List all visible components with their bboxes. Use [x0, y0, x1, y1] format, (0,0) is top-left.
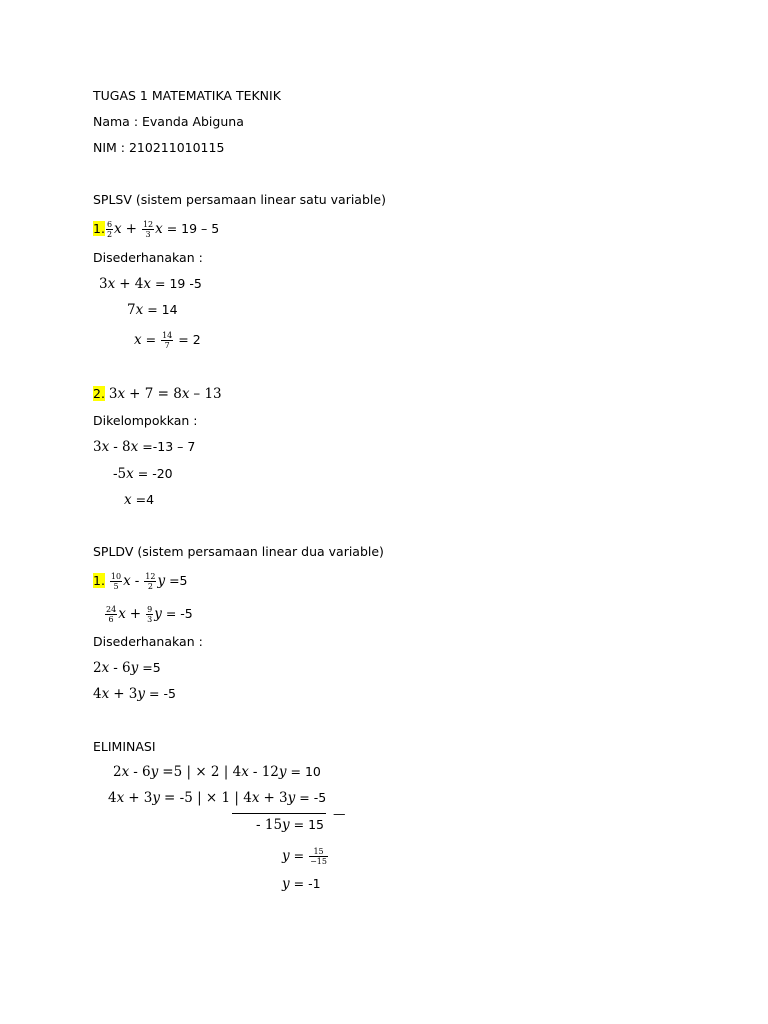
spldv-heading: SPLDV (sistem persamaan linear dua variable)	[93, 544, 384, 559]
student-nim: NIM : 210211010115	[93, 140, 225, 155]
splsv-heading: SPLSV (sistem persamaan linear satu variable)	[93, 192, 386, 207]
equation-line: 2x - 6y =5	[93, 660, 161, 676]
equation-line: $\frac{24}{6}$ x + $\frac{9}{3}$ y = -5	[106, 605, 193, 624]
eliminasi-heading: ELIMINASI	[93, 739, 156, 754]
equation-line: 2x - 6y =5 | × 2 | 4x - 12y = 10	[113, 764, 321, 780]
fraction: $\frac{12}{3}$	[142, 220, 154, 239]
equation-line: 3x - 8x =-13 – 7	[93, 439, 196, 455]
equation-line: x = $\frac{14}{7}$ = 2	[134, 331, 201, 350]
fraction: $\frac{14}{7}$	[162, 331, 173, 350]
equation-line: y = -1	[282, 876, 321, 892]
splsv-problem-2: 2. 3x + 7 = 8x – 13	[93, 386, 222, 402]
step-label: Disederhanakan :	[93, 634, 203, 649]
step-label: Disederhanakan :	[93, 250, 203, 265]
splsv-problem-1: 1. $\frac{6}{2}$ x + $\frac{12}{3}$ x = 19 – 5	[93, 220, 220, 239]
equation-line: 4x + 3y = -5	[93, 686, 176, 702]
equation-line: - 15y = 15	[256, 817, 325, 833]
equation-line: x =4	[124, 492, 155, 508]
equation-line: 3x + 4x = 19 -5	[99, 276, 202, 292]
fraction: $\frac{15}{-15}$	[310, 847, 327, 866]
problem-number: 1.	[93, 221, 105, 236]
minus-sign: —	[333, 806, 346, 821]
subtraction-line	[232, 813, 326, 814]
equation-line: 7x = 14	[127, 302, 178, 318]
fraction: $\frac{6}{2}$	[106, 220, 113, 239]
equation-line: 4x + 3y = -5 | × 1 | 4x + 3y = -5	[108, 790, 327, 806]
problem-number: 1.	[93, 573, 105, 588]
fraction: $\frac{10}{5}$	[110, 572, 122, 591]
spldv-problem-1: 1. $\frac{10}{5}$ x - $\frac{12}{2}$ y =5	[93, 572, 188, 591]
problem-number: 2.	[93, 386, 105, 401]
fraction: $\frac{12}{2}$	[145, 572, 156, 591]
document-title: TUGAS 1 MATEMATIKA TEKNIK	[93, 88, 281, 103]
student-name: Nama : Evanda Abiguna	[93, 114, 244, 129]
fraction: $\frac{24}{6}$	[106, 605, 117, 624]
equation-line: y = $\frac{15}{-15}$	[282, 847, 327, 866]
fraction: $\frac{9}{3}$	[147, 605, 153, 624]
step-label: Dikelompokkan :	[93, 413, 198, 428]
equation-line: -5x = -20	[113, 466, 173, 482]
